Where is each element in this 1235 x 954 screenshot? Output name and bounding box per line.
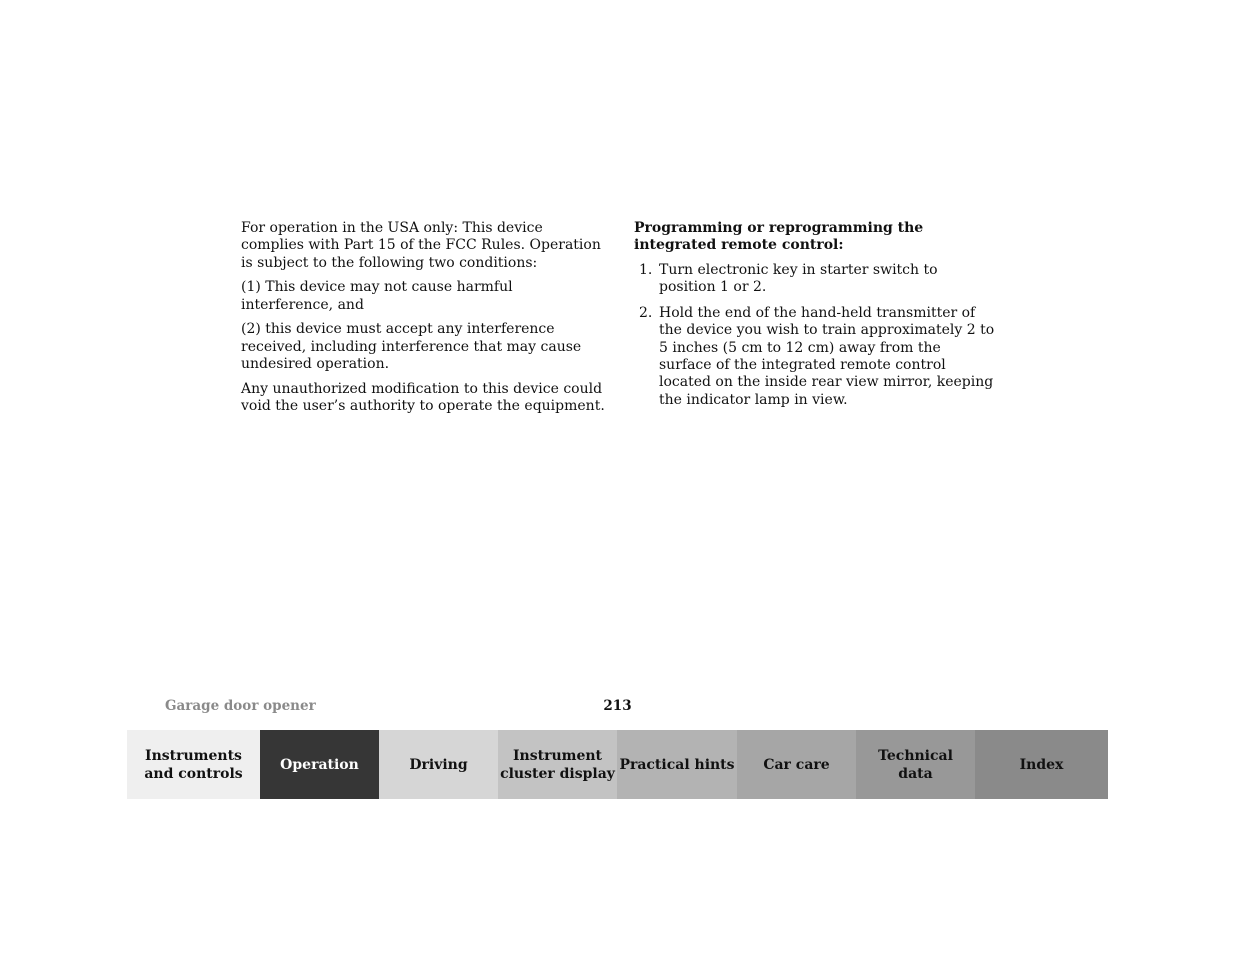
tab-practical-hints[interactable] (617, 730, 737, 799)
fcc-notice-column (241, 220, 606, 423)
step-item (634, 262, 996, 297)
tab-instrument-cluster-display[interactable] (498, 730, 617, 799)
tab-label: Car care (763, 756, 830, 773)
step-number: 1. (639, 262, 653, 279)
programming-steps (634, 262, 996, 409)
tab-label: Index (1019, 756, 1064, 773)
tab-technical-data[interactable] (856, 730, 975, 799)
tab-label: Operation (280, 756, 359, 773)
page-number: 213 (603, 698, 632, 714)
tab-driving[interactable] (379, 730, 498, 799)
tab-label: Technical data (878, 747, 953, 782)
step-text: Turn electronic key in starter switch to position 1 or 2. (659, 262, 938, 296)
tab-operation[interactable] (260, 730, 379, 799)
step-text: Hold the end of the hand-held transmitter of the device you wish to train approximately 2 to 5 inches (5 cm to 12 cm) away from the surface of the integrated remote control located on the inside rear view mirror, keeping the indicator lamp in view. (659, 305, 995, 408)
tab-index[interactable] (975, 730, 1108, 799)
tab-label: Instruments and controls (144, 747, 243, 782)
tab-label: Practical hints (619, 756, 735, 773)
tab-label: Instrument cluster display (500, 747, 615, 782)
step-item (634, 305, 996, 409)
fcc-intro-paragraph: For operation in the USA only: This device complies with Part 15 of the FCC Rules. Operation is subject to the following two conditions: (241, 220, 601, 271)
tab-label: Driving (409, 756, 468, 773)
programming-column (634, 220, 996, 417)
programming-heading: Programming or reprogramming the integrated remote control: (634, 220, 924, 254)
chapter-nav-bar (127, 730, 1108, 799)
step-number: 2. (639, 305, 653, 322)
tab-car-care[interactable] (737, 730, 856, 799)
tab-instruments-and-controls[interactable] (127, 730, 260, 799)
fcc-condition-2: (2) this device must accept any interference received, including interference that may cause undesired operation. (241, 321, 582, 373)
section-title: Garage door opener (165, 698, 316, 714)
fcc-condition-1: (1) This device may not cause harmful interference, and (241, 279, 513, 313)
fcc-modification-warning: Any unauthorized modification to this device could void the user’s authority to operate the equipment. (241, 380, 605, 415)
